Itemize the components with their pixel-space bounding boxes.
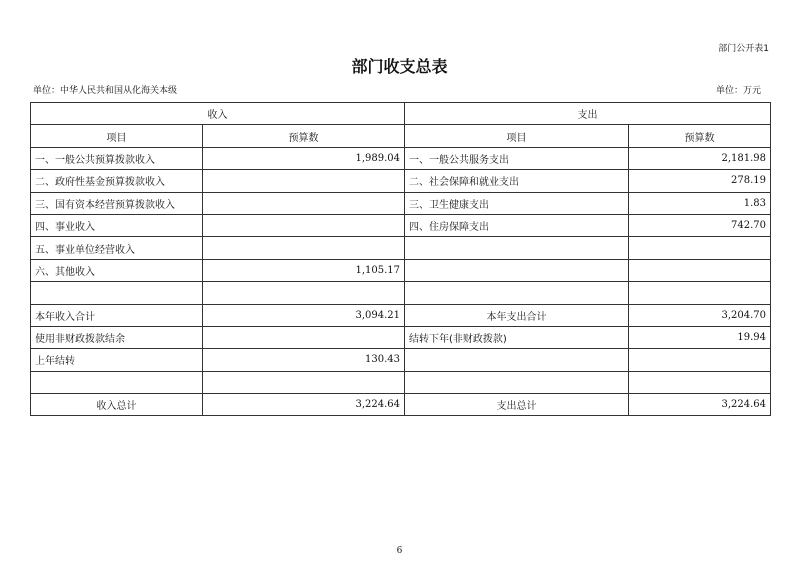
expense-item — [405, 282, 629, 304]
total-row — [31, 394, 771, 416]
expense-budget-header: 预算数 — [629, 125, 771, 147]
table-row — [31, 304, 771, 326]
income-amount: 130.43 — [203, 349, 405, 371]
income-total-amount: 3,224.64 — [203, 394, 405, 416]
page-title: 部门收支总表 — [351, 57, 448, 76]
income-item: 三、国有资本经营预算拨款收入 — [31, 192, 203, 214]
income-item: 二、政府性基金预算拨款收入 — [31, 170, 203, 192]
table-row — [31, 170, 771, 192]
expense-header: 支出 — [405, 103, 771, 125]
income-amount — [203, 214, 405, 236]
income-header: 收入 — [31, 103, 405, 125]
expense-amount — [629, 259, 771, 281]
table-row — [31, 349, 771, 371]
income-amount — [203, 237, 405, 259]
expense-item-header: 项目 — [405, 125, 629, 147]
income-item: 四、事业收入 — [31, 214, 203, 236]
income-amount: 1,105.17 — [203, 259, 405, 281]
income-total-label: 收入总计 — [31, 394, 203, 416]
budget-table — [30, 102, 771, 416]
table-row — [31, 237, 771, 259]
income-item: 五、事业单位经营收入 — [31, 237, 203, 259]
income-item-header: 项目 — [31, 125, 203, 147]
expense-item — [405, 371, 629, 393]
expense-amount: 3,204.70 — [629, 304, 771, 326]
income-budget-header: 预算数 — [203, 125, 405, 147]
income-amount — [203, 282, 405, 304]
table-row — [31, 282, 771, 304]
form-id: 部门公开表1 — [718, 44, 769, 54]
expense-item: 本年支出合计 — [405, 304, 629, 326]
income-item: 一、一般公共预算拨款收入 — [31, 147, 203, 169]
table-row — [31, 192, 771, 214]
expense-total-amount: 3,224.64 — [629, 394, 771, 416]
expense-item — [405, 237, 629, 259]
currency-unit: 单位：万元 — [715, 86, 761, 96]
unit-name: 单位：中华人民共和国从化海关本级 — [33, 86, 178, 96]
income-amount: 1,989.04 — [203, 147, 405, 169]
income-amount — [203, 326, 405, 348]
income-item: 本年收入合计 — [31, 304, 203, 326]
expense-total-label: 支出总计 — [405, 394, 629, 416]
income-amount — [203, 371, 405, 393]
table-row — [31, 259, 771, 281]
table-row — [31, 214, 771, 236]
expense-amount: 742.70 — [629, 214, 771, 236]
expense-amount: 19.94 — [629, 326, 771, 348]
income-amount — [203, 192, 405, 214]
expense-amount: 278.19 — [629, 170, 771, 192]
income-amount — [203, 170, 405, 192]
page-number: 6 — [396, 546, 403, 556]
expense-item: 二、社会保障和就业支出 — [405, 170, 629, 192]
column-header-row — [31, 125, 771, 147]
income-item: 上年结转 — [31, 349, 203, 371]
income-amount: 3,094.21 — [203, 304, 405, 326]
expense-amount — [629, 282, 771, 304]
expense-item — [405, 349, 629, 371]
table-row — [31, 371, 771, 393]
income-item: 六、其他收入 — [31, 259, 203, 281]
expense-amount — [629, 349, 771, 371]
expense-item: 一、一般公共服务支出 — [405, 147, 629, 169]
table-row — [31, 147, 771, 169]
income-item — [31, 371, 203, 393]
income-item — [31, 282, 203, 304]
expense-item: 四、住房保障支出 — [405, 214, 629, 236]
expense-amount: 2,181.98 — [629, 147, 771, 169]
section-header-row — [31, 103, 771, 125]
expense-item: 结转下年(非财政拨款) — [405, 326, 629, 348]
expense-amount — [629, 371, 771, 393]
table-row — [31, 326, 771, 348]
expense-amount: 1.83 — [629, 192, 771, 214]
expense-item — [405, 259, 629, 281]
income-item: 使用非财政拨款结余 — [31, 326, 203, 348]
expense-amount — [629, 237, 771, 259]
expense-item: 三、卫生健康支出 — [405, 192, 629, 214]
